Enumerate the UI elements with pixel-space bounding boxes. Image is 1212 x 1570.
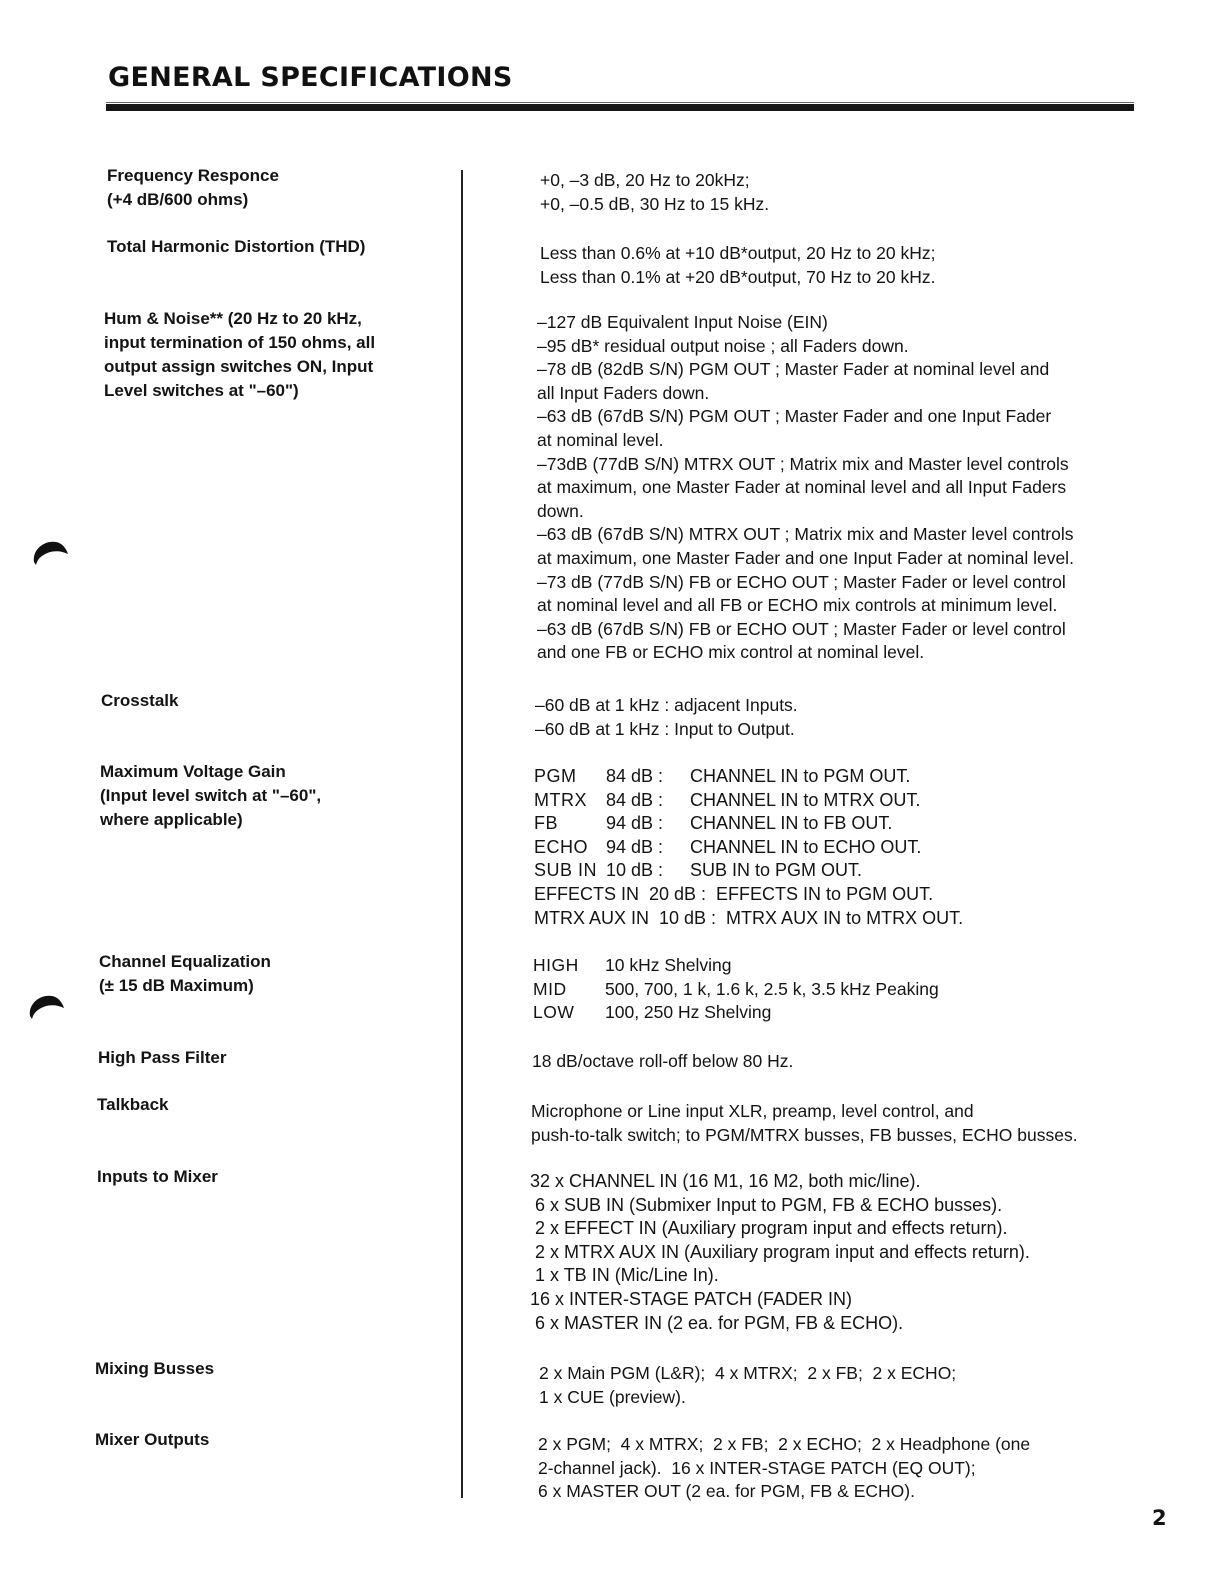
spec-label-talkback: Talkback (97, 1095, 169, 1114)
binder-hole-mark (30, 536, 70, 566)
gain-row: ECHO 94 dB : CHANNEL IN to ECHO OUT. (534, 836, 922, 857)
spec-label-crosstalk: Crosstalk (101, 691, 179, 710)
spec-value-gain: PGM 84 dB : CHANNEL IN to PGM OUT. MTRX 84 dB : CHANNEL IN to MTRX OUT. FB 94 dB : CHANNEL IN to FB OUT. ECHO 94 dB : CHANNEL IN to ECHO OUT. SUB IN 10 dB : SUB IN to PGM OUT. EFFECTS IN 20 dB : EFFECTS IN to PGM OUT. MTRX AUX IN 10 dB : MTRX AUX IN to MTRX OUT. (534, 766, 964, 928)
spec-value-thd: Less than 0.6% at +10 dB*output, 20 Hz to 20 kHz; Less than 0.1% at +20 dB*output, 70 Hz to 20 kHz. (540, 243, 936, 287)
spec-value-frequency: +0, –3 dB, 20 Hz to 20kHz; +0, –0.5 dB, 30 Hz to 15 kHz. (540, 170, 770, 214)
gain-row: SUB IN 10 dB : SUB IN to PGM OUT. (534, 860, 863, 881)
spec-label-thd: Total Harmonic Distortion (THD) (107, 237, 366, 256)
spec-label-eq: Channel Equalization (± 15 dB Maximum) (99, 952, 271, 995)
binder-hole-mark (26, 990, 66, 1020)
header-rule (106, 104, 1134, 111)
eq-row: MID 500, 700, 1 k, 1.6 k, 2.5 k, 3.5 kHz Peaking (533, 978, 939, 999)
page-number: 2 (1152, 1506, 1167, 1530)
header-rule-thin (106, 102, 1134, 103)
gain-row: PGM 84 dB : CHANNEL IN to PGM OUT. (534, 766, 911, 786)
spec-label-busses: Mixing Busses (95, 1359, 215, 1378)
spec-label-hum-noise: Hum & Noise** (20 Hz to 20 kHz, input termination of 150 ohms, all output assign switches ON, Input Level switches at "–60") (104, 309, 376, 400)
spec-label-inputs: Inputs to Mixer (97, 1167, 218, 1186)
eq-row: HIGH 10 kHz Shelving (533, 955, 732, 975)
spec-value-talkback: Microphone or Line input XLR, preamp, level control, and push-to-talk switch; to PGM/MTRX busses, FB busses, ECHO busses. (531, 1101, 1078, 1145)
column-divider (461, 170, 463, 1498)
spec-label-frequency: Frequency Responce (+4 dB/600 ohms) (107, 166, 279, 209)
gain-row: FB 94 dB : CHANNEL IN to FB OUT. (534, 813, 893, 834)
spec-label-outputs: Mixer Outputs (95, 1430, 210, 1449)
page-title: GENERAL SPECIFICATIONS (108, 62, 513, 93)
spec-value-eq (533, 954, 939, 1025)
spec-label-gain: Maximum Voltage Gain (Input level switch at "–60", where applicable) (100, 762, 322, 829)
eq-row: LOW 100, 250 Hz Shelving (533, 1002, 772, 1023)
spec-value-inputs: 32 x CHANNEL IN (16 M1, 16 M2, both mic/line). 6 x SUB IN (Submixer Input to PGM, FB & ECHO busses). 2 x EFFECT IN (Auxiliary program input and effects return). 2 x MTRX AUX IN (Auxiliary program input and effects return). 1 x TB IN (Mic/Line In). 16 x INTER-STAGE PATCH (FADER IN) 6 x MASTER IN (2 ea. for PGM, FB & ECHO). (530, 1171, 1030, 1333)
spec-value-crosstalk: –60 dB at 1 kHz : adjacent Inputs. –60 dB at 1 kHz : Input to Output. (535, 695, 798, 739)
spec-value-outputs: 2 x PGM; 4 x MTRX; 2 x FB; 2 x ECHO; 2 x Headphone (one 2-channel jack). 16 x INTER-STAGE PATCH (EQ OUT); 6 x MASTER OUT (2 ea. for PGM, FB & ECHO). (538, 1434, 1031, 1502)
spec-label-hpf: High Pass Filter (98, 1048, 227, 1067)
spec-value-hum-noise: –127 dB Equivalent Input Noise (EIN) –95 dB* residual output noise ; all Faders down. –78 dB (82dB S/N) PGM OUT ; Master Fader at nominal level and all Input Faders down. –63 dB (67dB S/N) PGM OUT ; Master Fader and one Input Fader at nominal level. –73dB (77dB S/N) MTRX OUT ; Matrix mix and Master level controls at maximum, one Master Fader at nominal level and all Input Faders down. –63 dB (67dB S/N) MTRX OUT ; Matrix mix and Master level controls at maximum, one Master Fader and one Input Fader at nominal level. –73 dB (77dB S/N) FB or ECHO OUT ; Master Fader or level control at nominal level and all FB or ECHO mix controls at minimum level. –63 dB (67dB S/N) FB or ECHO OUT ; Master Fader or level control and one FB or ECHO mix control at nominal level. (537, 312, 1074, 663)
gain-row: MTRX 84 dB : CHANNEL IN to MTRX OUT. (534, 789, 921, 810)
spec-value-hpf: 18 dB/octave roll-off below 80 Hz. (532, 1051, 794, 1071)
spec-value-busses: 2 x Main PGM (L&R); 4 x MTRX; 2 x FB; 2 x ECHO; 1 x CUE (preview). (539, 1363, 957, 1407)
